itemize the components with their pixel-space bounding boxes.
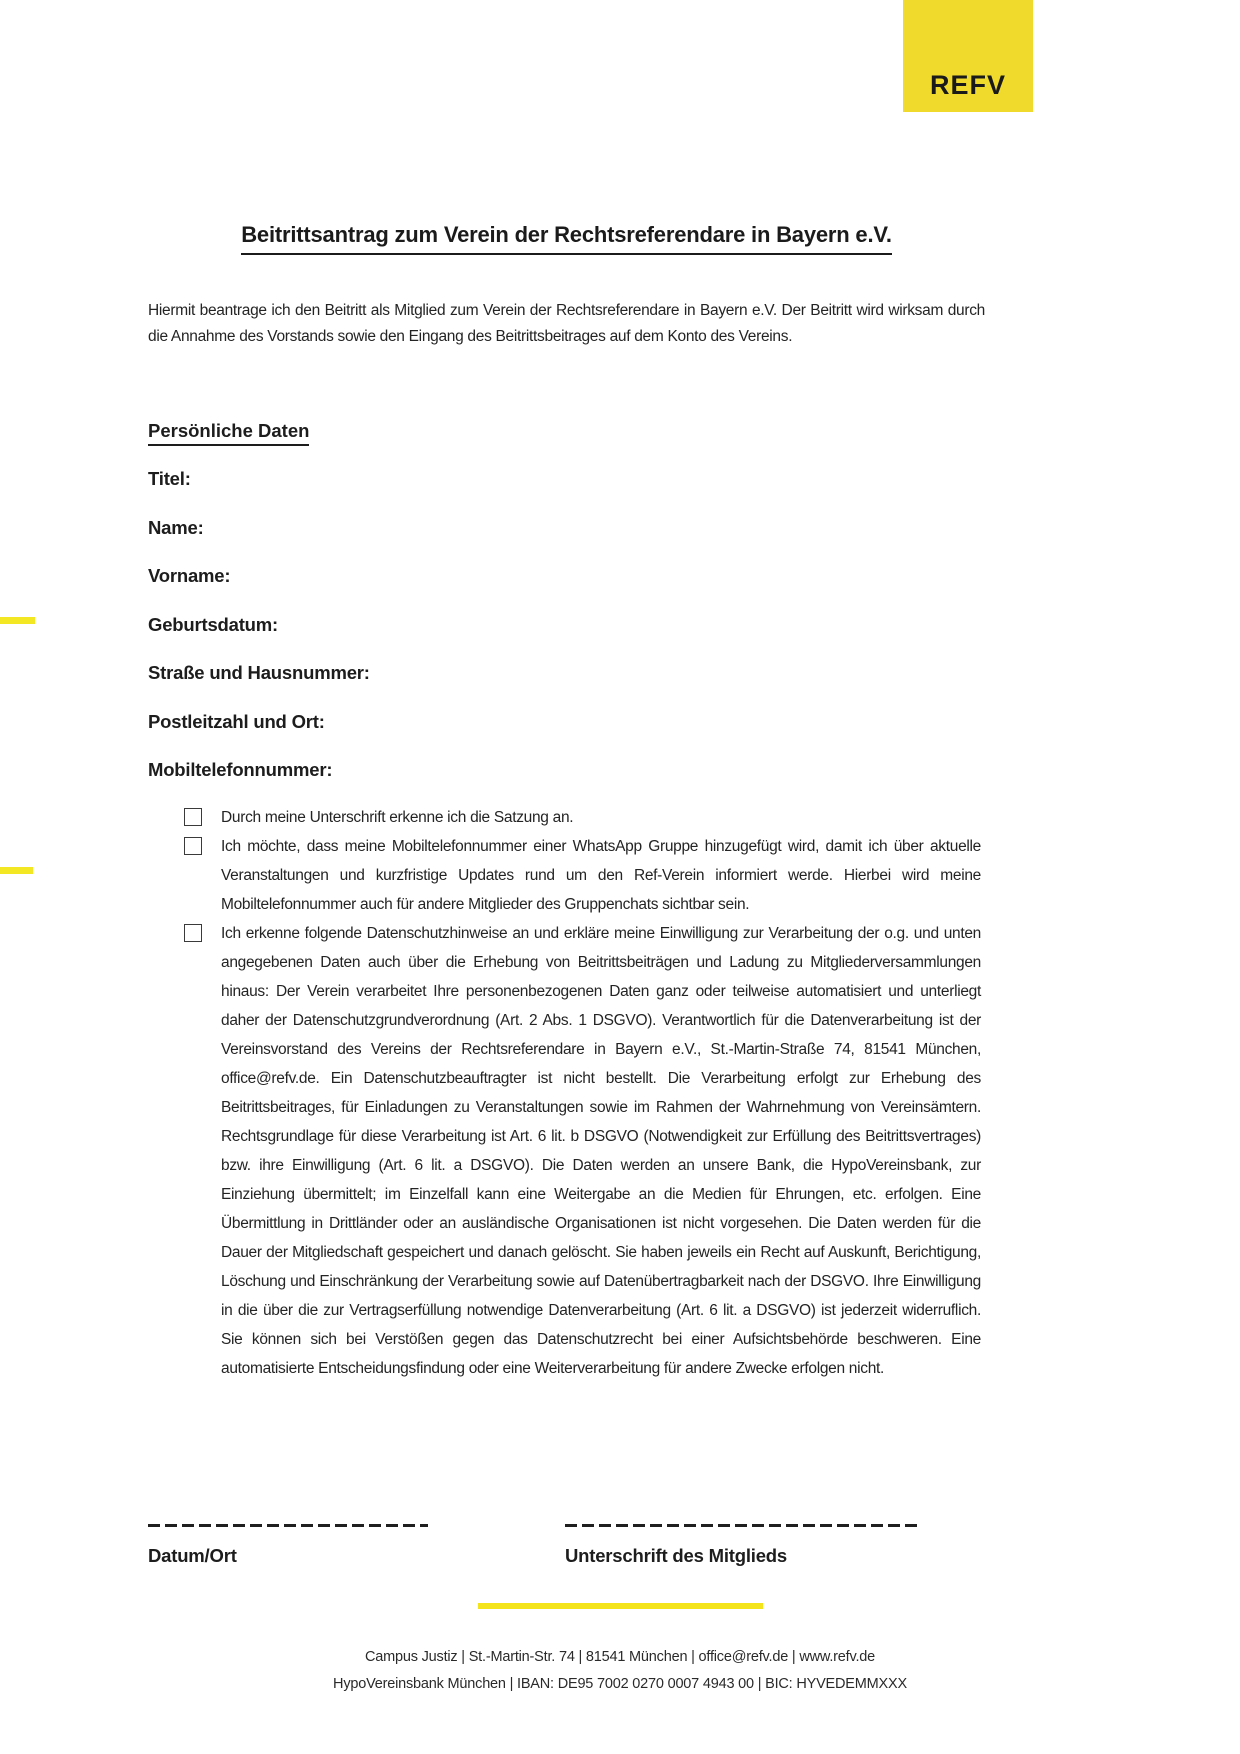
page-title (148, 222, 985, 255)
yellow-divider-line (478, 1603, 763, 1609)
field-label-geburtsdatum: Geburtsdatum: (148, 613, 278, 635)
field-input-titel[interactable] (201, 468, 985, 494)
field-label-postleitzahl-ort: Postleitzahl und Ort: (148, 710, 325, 732)
field-row-titel (148, 468, 985, 517)
checkbox-whatsapp[interactable] (184, 837, 202, 855)
refv-logo-text: REFV (929, 70, 1006, 100)
refv-logo (903, 0, 1033, 112)
field-label-vorname: Vorname: (148, 565, 231, 586)
checkbox-row-whatsapp (184, 832, 985, 919)
field-row-vorname (148, 565, 985, 614)
checkbox-label-whatsapp: Ich möchte, dass meine Mobiltelefonnummer einer WhatsApp Gruppe hinzugefügt wird, damit ich über aktuelle Veranstaltungen und kurzfristige Updates rund um den Ref-Verein informiert werde. Hierbei wird meine Mobiltelefonnummer auch für andere Mitglieder des Gruppenchats sichtbar sein. (221, 838, 981, 913)
field-label-mobiltelefonnummer: Mobiltelefonnummer: (148, 759, 333, 780)
personal-data-fields (148, 468, 985, 808)
section-heading-text: Persönliche Daten (148, 420, 309, 446)
signature-label-date-place: Datum/Ort (148, 1545, 237, 1566)
field-label-titel: Titel: (148, 468, 191, 489)
field-row-postleitzahl-ort (148, 711, 985, 760)
checkbox-datenschutz[interactable] (184, 924, 202, 942)
footer-address-line: Campus Justiz | St.-Martin-Str. 74 | 81541 München | office@refv.de | www.refv.de (364, 1649, 876, 1665)
field-row-geburtsdatum (148, 614, 985, 663)
field-row-strasse-hausnummer (148, 662, 985, 711)
field-row-mobiltelefonnummer (148, 759, 985, 808)
field-input-geburtsdatum[interactable] (288, 614, 985, 640)
signature-block-date-place (148, 1524, 428, 1567)
field-input-mobiltelefonnummer[interactable] (342, 759, 985, 785)
field-input-name[interactable] (214, 517, 985, 543)
field-input-strasse-hausnummer[interactable] (380, 662, 985, 688)
field-label-name: Name: (148, 516, 204, 538)
footer-bank-line: HypoVereinsbank München | IBAN: DE95 7002 0270 0007 4943 00 | BIC: HYVEDEMMXXX (333, 1676, 907, 1692)
field-label-strasse-hausnummer: Straße und Hausnummer: (148, 662, 370, 683)
signature-block-member (565, 1524, 920, 1567)
field-input-vorname[interactable] (240, 565, 985, 591)
signature-line-member[interactable] (565, 1524, 920, 1527)
signature-label-member: Unterschrift des Mitglieds (565, 1545, 787, 1566)
field-row-name (148, 517, 985, 566)
checkbox-row-satzung (184, 803, 985, 832)
intro-paragraph: Hiermit beantrage ich den Beitritt als Mitglied zum Verein der Rechtsreferendare in Bayern e.V. Der Beitritt wird wirksam durch die Annahme des Vorstands sowie den Eingang des Beitrittsbeitrages auf dem Konto des Vereins. (148, 302, 985, 345)
checkbox-satzung[interactable] (184, 808, 202, 826)
checkbox-label-datenschutz: Ich erkenne folgende Datenschutzhinweise an und erkläre meine Einwilligung zur Verarbeitung der o.g. und unten angegebenen Daten auch über die Erhebung von Beitrittsbeiträgen und Ladung zu Mitgliederversammlungen hinaus: Der Verein verarbeitet Ihre personenbezogenen Daten ganz oder teilweise automatisiert und unterliegt daher der Datenschutzgrundverordnung (Art. 2 Abs. 1 DSGVO). Verantwortlich für die Datenverarbeitung ist der Vereinsvorstand des Vereins der Rechtsreferendare in Bayern e.V., St.-Martin-Straße 74, 81541 München, office@refv.de. Ein Datenschutzbeauftragter ist nicht bestellt. Die Verarbeitung erfolgt zur Erhebung des Beitrittsbeitrages, für Einladungen zu Veranstaltungen sowie im Rahmen der Wahrnehmung von Vereinsämtern. Rechtsgrundlage für diese Verarbeitung ist Art. 6 lit. b DSGVO (Notwendigkeit zur Erfüllung des Beitrittsvertrages) bzw. ihre Einwilligung (Art. 6 lit. a DSGVO). Die Daten werden an unsere Bank, die HypoVereinsbank, zur Einziehung übermittelt; im Einzelfall kann eine Weitergabe an die Medien für Ehrungen, etc. erfolgen. Eine Übermittlung in Drittländer oder an ausländische Organisationen ist nicht vorgesehen. Die Daten werden für die Dauer der Mitgliedschaft gespeichert und danach gelöscht. Sie haben jeweils ein Recht auf Auskunft, Berichtigung, Löschung und Einschränkung der Verarbeitung sowie auf Datenübertragbarkeit nach der DSGVO. Ihre Einwilligung in die über die zur Vertragserfüllung notwendige Datenverarbeitung (Art. 6 lit. a DSGVO) ist jederzeit widerruflich. Sie können sich bei Verstößen gegen das Datenschutzrecht bei einer Aufsichtsbehörde beschweren. Eine automatisierte Entscheidungsfindung oder eine Weiterverarbeitung für andere Zwecke erfolgen nicht. (221, 925, 981, 1377)
yellow-edge-mark-bottom (0, 867, 33, 874)
yellow-edge-mark-top (0, 617, 35, 624)
checkbox-row-datenschutz (184, 919, 985, 1383)
section-heading-personal-data (148, 420, 309, 442)
signature-line-date-place[interactable] (148, 1524, 428, 1527)
checkbox-label-satzung: Durch meine Unterschrift erkenne ich die Satzung an. (221, 809, 574, 826)
field-input-postleitzahl-ort[interactable] (335, 711, 985, 737)
page-footer (0, 1644, 1240, 1698)
consent-checkbox-list (184, 803, 985, 1383)
page-title-text: Beitrittsantrag zum Verein der Rechtsreferendare in Bayern e.V. (241, 222, 892, 255)
